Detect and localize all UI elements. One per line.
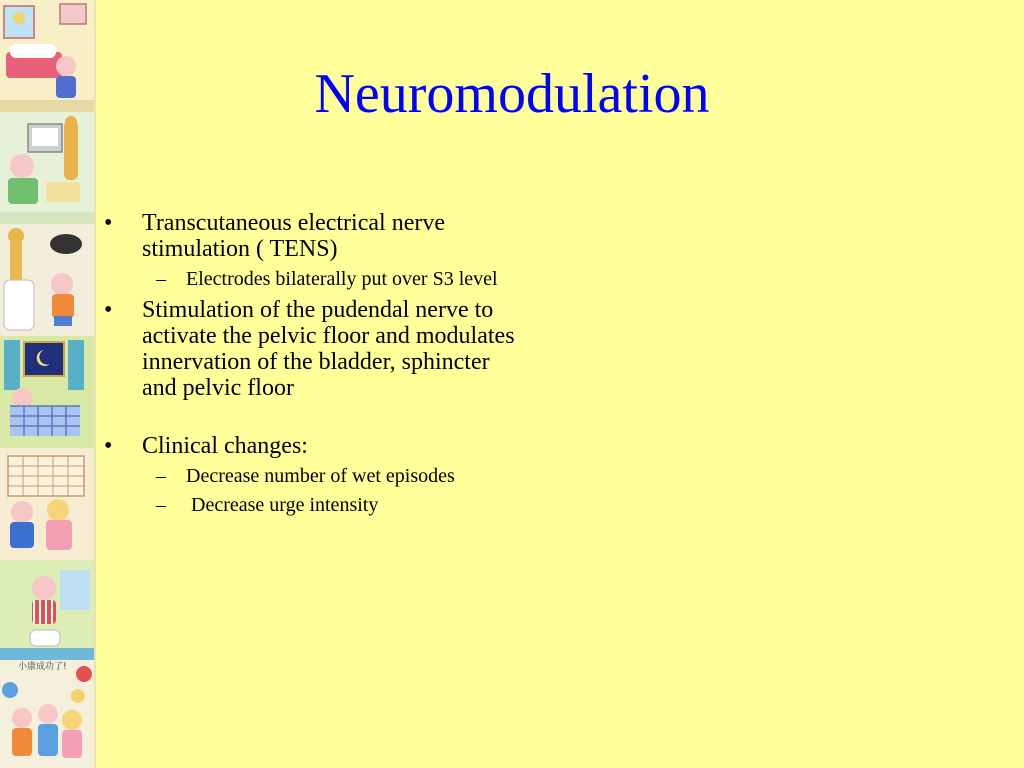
bullet-text: Transcutaneous electrical nerve stimulation ( TENS) [142,210,445,262]
night-bedroom-illustration-icon [0,336,96,448]
bullet-item [100,210,530,291]
sub-bullet-item [142,268,530,291]
sub-bullet-marker: – [156,494,166,516]
sub-bullet-item [142,494,530,517]
sub-bullet-text: Decrease number of wet episodes [186,465,455,487]
sub-bullet-text: Decrease urge intensity [186,494,379,516]
bullet-marker: • [104,210,113,236]
strip-edge-divider [94,0,96,768]
bullet-marker: • [104,433,113,459]
sub-bullet-list [142,268,530,291]
sub-bullet-list [142,465,530,517]
sub-bullet-marker: – [156,465,166,487]
bullet-item [100,297,530,401]
sub-bullet-marker: – [156,268,166,290]
bullet-item [100,433,530,517]
calendar-illustration-icon [0,448,96,560]
sub-bullet-item [142,465,530,488]
bullet-marker: • [104,297,113,323]
bathroom-illustration-icon [0,560,96,660]
side-illustration-strip [0,0,96,768]
doctor-computer-illustration-icon [0,112,96,224]
sub-bullet-text: Electrodes bilaterally put over S3 level [186,268,498,290]
illustration-caption: 小康成功了! [18,662,67,672]
bullet-list [100,210,530,523]
giraffe-doctor-illustration-icon [0,224,96,336]
bullet-text: Stimulation of the pudendal nerve to activate the pelvic floor and modulates innervation of the bladder, sphincter and pelvic floor [142,297,515,401]
slide-title: Neuromodulation [314,63,710,125]
celebration-illustration-icon [0,660,96,768]
bullet-text: Clinical changes: [142,433,308,459]
bedroom-illustration-icon [0,0,96,112]
